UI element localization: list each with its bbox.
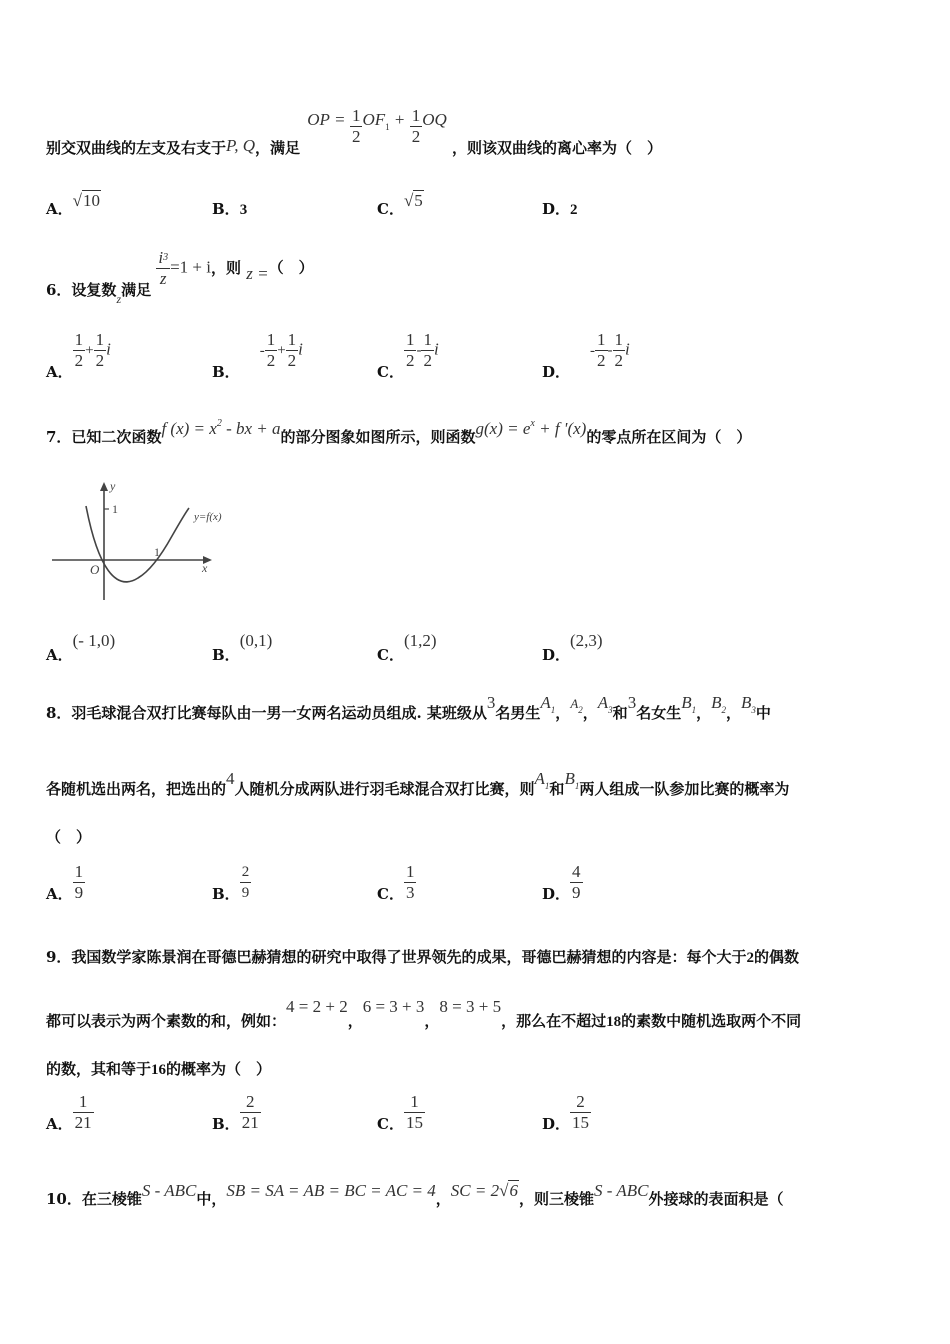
q6-option-c[interactable]: C． $\frac{1}{2}$ - $\frac{1}{2}$ i [377,330,439,381]
q8-text-c: 名女生 [636,704,682,722]
q7-option-c[interactable]: C．(1,2) [377,631,437,664]
q9-text-g: 的概率为（ ） [166,1060,272,1078]
q5-pq: P, Q [226,135,255,155]
q8-four: 4 [226,769,235,788]
q9-text-f: 的数，其和等于 [46,1060,152,1078]
q8-text-e: 人随机分成两队进行羽毛球混合双打比赛，则 [234,780,535,798]
q8-a2: $A_2$ [570,696,583,715]
q8-option-b[interactable]: B． $\frac{2}{9}$ [212,864,250,903]
q5-frac-1: $\frac{1}{2}$ [351,106,361,146]
q5-line [46,98,663,157]
q8-text-f: 两人组成一队参加比赛的概率为 [579,780,790,798]
q7-option-d[interactable]: D．(2,3) [542,631,603,664]
q10-line: 10．在三棱锥S - ABC中，SB = SA = AB = BC = AC = 4，SC = 2√6，则三棱锥S - ABC外接球的表面积是（ [46,1181,784,1208]
q8-paren: （ ） [46,828,92,846]
q7-option-b[interactable]: B．(0,1) [212,631,273,664]
q9-line-2: 都可以表示为两个素数的和，例如：4 = 2 + 2，6 = 3 + 3，8 = 3 + 5，那么在不超过18的素数中随机选取两个不同 [46,997,802,1030]
q5-text-a: 别交双曲线的左支及右支于 [46,138,227,157]
x-one-label: 1 [154,545,160,559]
q7-g: $g(x) = e^x + f$ '(x) [475,418,587,438]
q9-text-a: 9．我国数学家陈景润在哥德巴赫猜想的研究中取得了世界领先的成果，哥德巴赫猜想的内容是：每个大于 [46,948,747,966]
q9-option-d[interactable]: D． $\frac{2}{15}$ [542,1092,590,1133]
q9-example-2: 6 = 3 + 3 [362,997,425,1016]
q8-b2: $B_2$ [711,693,726,715]
parabola-curve [86,506,189,582]
q5-text-c: ，则该双曲线的离心率为（ ） [452,138,663,157]
y-label: y [110,479,116,493]
q8-a3: $A_3$ [597,693,613,715]
q5-oq: OQ [422,109,447,129]
q9-text-c: 都可以表示为两个素数的和，例如： [46,1012,287,1030]
q9-option-a[interactable]: A． $\frac{1}{21}$ [46,1092,92,1133]
q8-line-1: 8．羽毛球混合双打比赛每队由一男一女两名运动员组成. 某班级从3名男生$A_1$，$A_2$，$A_3$和3名女生$B_1$，$B_2$，$B_3$中 [46,693,771,722]
q9-option-c[interactable]: C． $\frac{1}{15}$ [377,1092,423,1133]
q8-a1: $A_1$ [540,693,556,715]
q7-option-a[interactable]: A．(- 1,0) [46,631,116,664]
q8-option-d[interactable]: D． $\frac{4}{9}$ [542,862,581,903]
q6-text-b: 满足 [121,280,152,299]
q9-example-3: 8 = 3 + 5 [439,997,502,1016]
q9-option-b[interactable]: B． $\frac{2}{21}$ [212,1092,259,1133]
q9-text-b: 的偶数 [753,948,799,966]
q8-text-a: 8．羽毛球混合双打比赛每队由一男一女两名运动员组成. 某班级从 [46,704,487,722]
q7-graph [46,476,246,606]
q5-of: OF [362,109,386,129]
q9-line-3: 的数，其和等于16的概率为（ ） [46,1060,272,1078]
q9-line-1: 9．我国数学家陈景润在哥德巴赫猜想的研究中取得了世界领先的成果，哥德巴赫猜想的内容是：每个大于2的偶数 [46,948,799,966]
x-label: x [202,561,208,575]
q9-text-e: 的素数中随机选取两个不同 [621,1012,802,1030]
q8-b1-b: $B_1$ [564,769,580,791]
q5-of-sub: 1 [385,121,390,132]
q6-line [46,248,314,306]
q6-text-c: ，则 [211,258,242,277]
q7-text-c: 的零点所在区间为（ ） [586,428,752,446]
q6-rhs: =1 + i [170,257,211,277]
q8-b1: $B_1$ [681,693,697,715]
q10-text-b: 中， [196,1190,227,1208]
q8-line-3 [46,826,91,847]
q9-text-d: ，那么在不超过 [501,1012,607,1030]
q5-op: OP [307,109,330,129]
q5-option-b[interactable]: B．3 [212,200,248,218]
q6-number: 6．设复数 [46,280,117,299]
q7-text-b: 的部分图象如图所示，则函数 [280,428,476,446]
q6-option-b[interactable]: B．- $\frac{1}{2}$ + $\frac{1}{2}$ i [212,330,303,381]
q8-b3: $B_3$ [741,693,756,715]
q10-number: 10．在三棱锥 [46,1190,142,1208]
q8-option-a[interactable]: A． $\frac{1}{9}$ [46,862,84,903]
q8-line-2: 各随机选出两名，把选出的4人随机分成两队进行羽毛球混合双打比赛，则$A_1$和$B_1$两人组成一队参加比赛的概率为 [46,769,790,798]
y-one-label: 1 [112,502,118,516]
q5-option-d[interactable]: D．2 [542,200,578,218]
y-axis-arrow [100,482,108,491]
q7-line [46,418,752,446]
q10-sabc: S - ABC [141,1181,197,1200]
q5-text-b: ，满足 [255,138,301,157]
q7-number: 7．已知二次函数 [46,428,162,446]
q6-option-a[interactable]: A． $\frac{1}{2}$ + $\frac{1}{2}$ i [46,330,111,381]
q10-sabc-2: S - ABC [593,1181,649,1200]
origin-label: O [90,562,100,577]
q8-three: 3 [486,693,496,712]
q5-option-c[interactable]: C．√5 [377,191,423,218]
q10-text-c: ，则三棱锥 [518,1190,594,1208]
q7-f: f $(x) = x^2$ - bx + a [161,418,281,438]
q6-frac: $\frac{i^3}{z}$ [158,248,169,288]
q8-option-c[interactable]: C． $\frac{1}{3}$ [377,862,415,903]
curve-label: y=f(x) [194,511,222,523]
q8-text-d: 各随机选出两名，把选出的 [46,780,227,798]
q10-eq1: SB = SA = AB = BC = AC = 4 [226,1181,436,1200]
q6-z: z [116,291,122,306]
q5-plus: + [394,109,405,129]
q10-eq2: SC = 2√6 [450,1181,518,1200]
q6-z-eq: z = [246,263,269,283]
q5-vector-equation [307,106,447,147]
q6-paren: （ ） [268,258,314,277]
q9-example-1: 4 = 2 + 2 [286,997,348,1016]
q5-option-a[interactable]: A．√10 [46,191,100,218]
q6-option-d[interactable]: D．- $\frac{1}{2}$ - $\frac{1}{2}$ i [542,330,630,381]
q10-text-d: 外接球的表面积是（ [648,1190,784,1208]
q5-frac-2: $\frac{1}{2}$ [411,106,421,146]
q5-eq: = [335,109,345,129]
q8-text-b: 名男生 [495,704,541,722]
q8-a1-b: $A_1$ [534,769,550,791]
